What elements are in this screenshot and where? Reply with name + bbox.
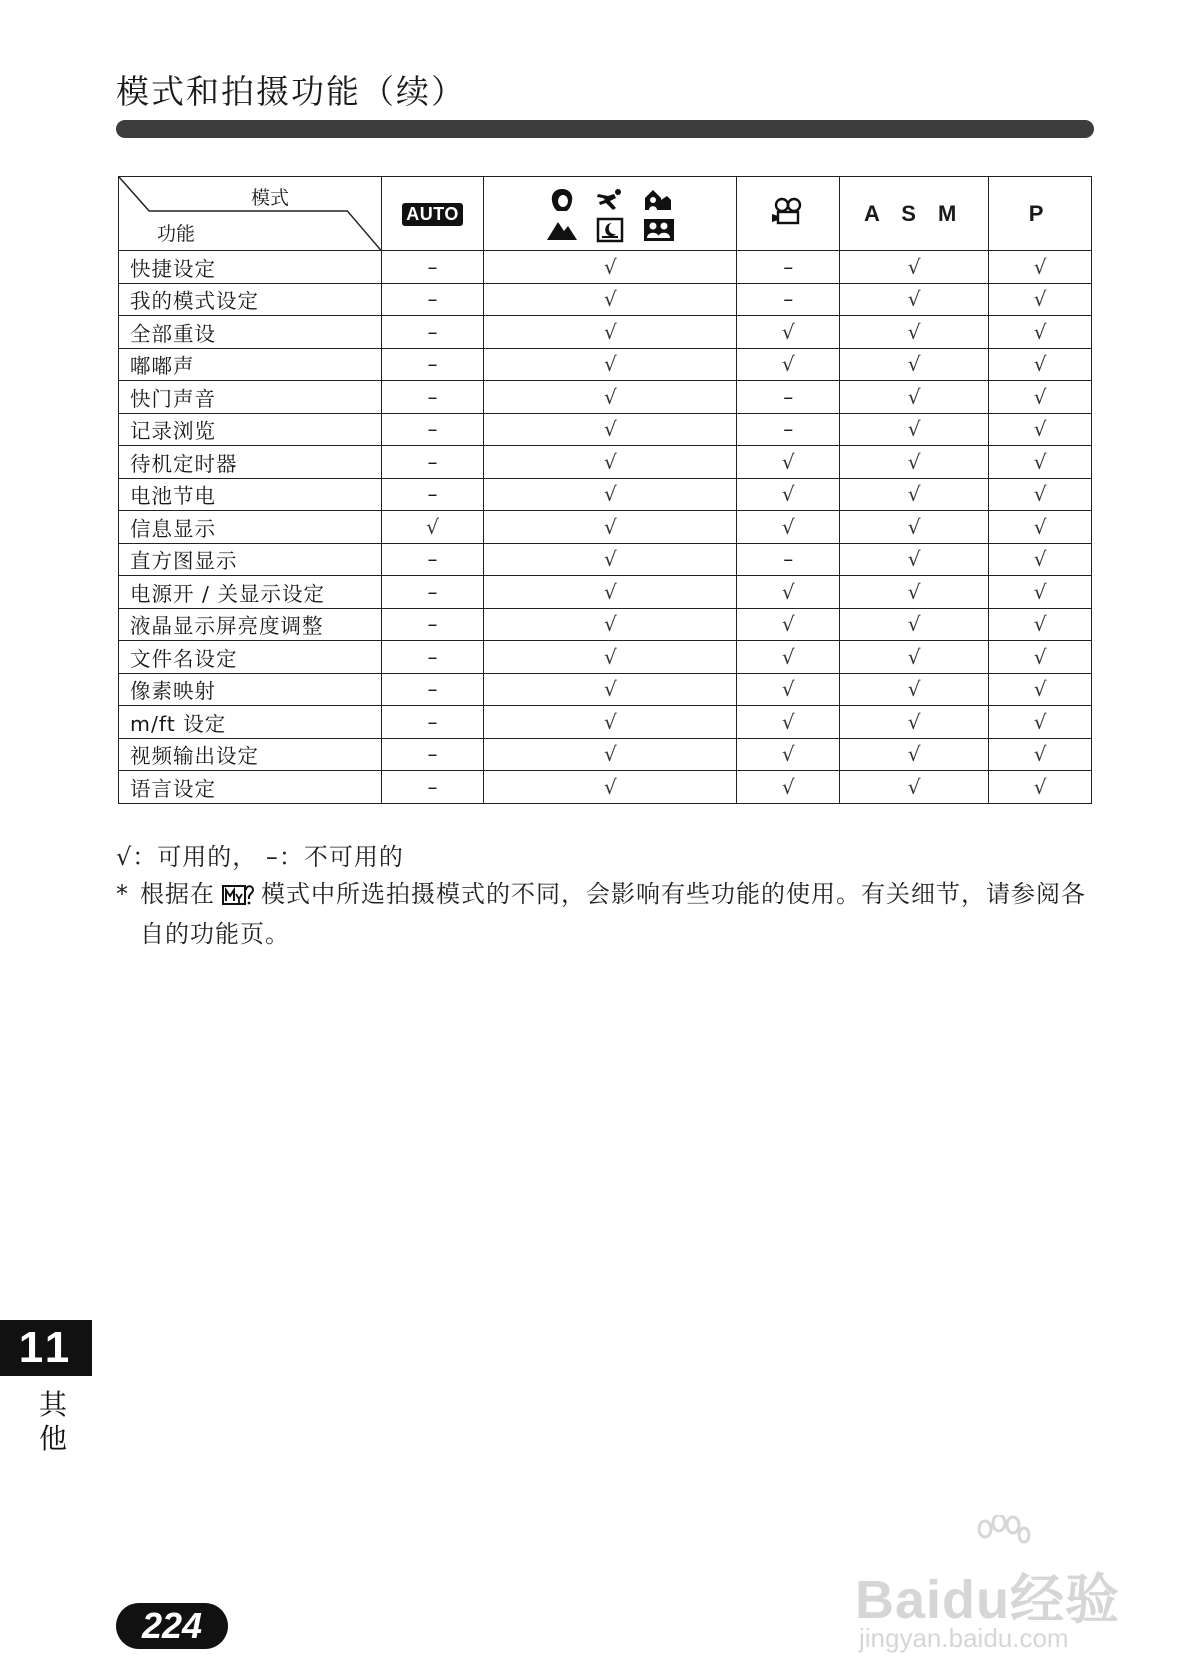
footnote-marker: * bbox=[116, 880, 129, 908]
available-mark: √ bbox=[989, 706, 1092, 739]
available-mark: √ bbox=[840, 641, 989, 674]
function-name-cell: 记录浏览 bbox=[119, 413, 382, 446]
unavailable-mark: – bbox=[381, 543, 484, 576]
available-mark: √ bbox=[840, 511, 989, 544]
unavailable-mark: – bbox=[737, 251, 840, 284]
available-mark: √ bbox=[989, 641, 1092, 674]
sports-icon bbox=[594, 188, 624, 212]
table-row bbox=[119, 478, 1092, 511]
function-name-cell: 快门声音 bbox=[119, 381, 382, 414]
available-mark: √ bbox=[840, 316, 989, 349]
unavailable-mark: – bbox=[381, 673, 484, 706]
function-name-cell: 嘟嘟声 bbox=[119, 348, 382, 381]
legend: √：可用的， –：不可用的 bbox=[116, 843, 404, 871]
table-row bbox=[119, 381, 1092, 414]
watermark-main-text: Baidu经验 bbox=[855, 1570, 1121, 1630]
header-mode-function-cell bbox=[119, 177, 382, 251]
unavailable-mark: – bbox=[381, 641, 484, 674]
available-mark: √ bbox=[840, 446, 989, 479]
available-mark: √ bbox=[484, 511, 737, 544]
unavailable-mark: – bbox=[737, 543, 840, 576]
available-mark: √ bbox=[737, 673, 840, 706]
table-body bbox=[119, 251, 1092, 804]
header-col-p bbox=[989, 177, 1092, 251]
chapter-label: 其他 bbox=[38, 1388, 67, 1455]
table-row bbox=[119, 511, 1092, 544]
unavailable-mark: – bbox=[381, 738, 484, 771]
available-mark: √ bbox=[737, 446, 840, 479]
available-mark: √ bbox=[840, 413, 989, 446]
available-mark: √ bbox=[840, 706, 989, 739]
available-mark: √ bbox=[484, 316, 737, 349]
chapter-number-tab: 11 bbox=[0, 1320, 92, 1376]
unavailable-mark: – bbox=[381, 608, 484, 641]
available-mark: √ bbox=[989, 316, 1092, 349]
available-mark: √ bbox=[989, 381, 1092, 414]
available-mark: √ bbox=[484, 576, 737, 609]
available-mark: √ bbox=[484, 673, 737, 706]
function-name-cell: 全部重设 bbox=[119, 316, 382, 349]
available-mark: √ bbox=[840, 771, 989, 804]
unavailable-mark: – bbox=[737, 381, 840, 414]
footnote-text-before: 根据在 bbox=[140, 880, 215, 908]
title-divider-bar bbox=[116, 120, 1094, 138]
available-mark: √ bbox=[484, 543, 737, 576]
available-mark: √ bbox=[737, 316, 840, 349]
available-mark: √ bbox=[737, 771, 840, 804]
table-row bbox=[119, 706, 1092, 739]
available-mark: √ bbox=[484, 413, 737, 446]
available-mark: √ bbox=[840, 478, 989, 511]
available-mark: √ bbox=[484, 608, 737, 641]
available-mark: √ bbox=[840, 576, 989, 609]
asm-mode-label: A S M bbox=[864, 200, 965, 226]
unavailable-mark: – bbox=[381, 316, 484, 349]
available-mark: √ bbox=[484, 283, 737, 316]
unavailable-mark: – bbox=[381, 413, 484, 446]
available-mark: √ bbox=[737, 738, 840, 771]
function-name-cell: 快捷设定 bbox=[119, 251, 382, 284]
unavailable-mark: – bbox=[381, 771, 484, 804]
available-mark: √ bbox=[484, 738, 737, 771]
available-mark: √ bbox=[989, 413, 1092, 446]
available-mark: √ bbox=[989, 738, 1092, 771]
unavailable-mark: – bbox=[381, 446, 484, 479]
available-mark: √ bbox=[989, 446, 1092, 479]
available-mark: √ bbox=[989, 543, 1092, 576]
baidu-watermark bbox=[855, 1515, 1155, 1655]
header-function-label: 功能 bbox=[157, 223, 196, 245]
table-row bbox=[119, 446, 1092, 479]
my-mode-icon bbox=[221, 882, 255, 908]
available-mark: √ bbox=[737, 478, 840, 511]
unavailable-mark: – bbox=[381, 251, 484, 284]
function-name-cell: 文件名设定 bbox=[119, 641, 382, 674]
table-row bbox=[119, 641, 1092, 674]
available-mark: √ bbox=[484, 446, 737, 479]
function-name-cell: 液晶显示屏亮度调整 bbox=[119, 608, 382, 641]
table-row bbox=[119, 543, 1092, 576]
table-row bbox=[119, 251, 1092, 284]
available-mark: √ bbox=[989, 511, 1092, 544]
header-col-movie bbox=[737, 177, 840, 251]
page-title: 模式和拍摄功能（续） bbox=[116, 72, 466, 111]
available-mark: √ bbox=[840, 283, 989, 316]
header-col-scene-modes bbox=[484, 177, 737, 251]
available-mark: √ bbox=[737, 706, 840, 739]
unavailable-mark: – bbox=[737, 283, 840, 316]
available-mark: √ bbox=[737, 641, 840, 674]
available-mark: √ bbox=[989, 673, 1092, 706]
function-name-cell: 我的模式设定 bbox=[119, 283, 382, 316]
landscape-icon bbox=[546, 218, 578, 242]
available-mark: √ bbox=[484, 348, 737, 381]
table-row bbox=[119, 283, 1092, 316]
unavailable-mark: – bbox=[381, 478, 484, 511]
unavailable-mark: – bbox=[381, 576, 484, 609]
header-mode-label: 模式 bbox=[251, 187, 290, 209]
function-availability-table bbox=[118, 176, 1092, 804]
table-row bbox=[119, 348, 1092, 381]
available-mark: √ bbox=[840, 673, 989, 706]
auto-icon: AUTO bbox=[402, 203, 463, 226]
footnote-text-after: 模式中所选拍摄模式的不同，会影响有些功能的使用。有关细节，请参阅各自的功能页。 bbox=[140, 880, 1086, 948]
function-name-cell: 电池节电 bbox=[119, 478, 382, 511]
available-mark: √ bbox=[989, 283, 1092, 316]
table-header-row bbox=[119, 177, 1092, 251]
table-row bbox=[119, 413, 1092, 446]
table-row bbox=[119, 576, 1092, 609]
table-row bbox=[119, 771, 1092, 804]
p-mode-label: P bbox=[1028, 200, 1052, 226]
available-mark: √ bbox=[840, 543, 989, 576]
available-mark: √ bbox=[484, 641, 737, 674]
group-icon bbox=[643, 217, 675, 243]
unavailable-mark: – bbox=[381, 348, 484, 381]
table-row bbox=[119, 738, 1092, 771]
header-col-auto bbox=[381, 177, 484, 251]
portrait-icon bbox=[548, 187, 576, 213]
available-mark: √ bbox=[989, 576, 1092, 609]
available-mark: √ bbox=[989, 771, 1092, 804]
unavailable-mark: – bbox=[381, 283, 484, 316]
available-mark: √ bbox=[737, 576, 840, 609]
available-mark: √ bbox=[989, 608, 1092, 641]
available-mark: √ bbox=[381, 511, 484, 544]
unavailable-mark: – bbox=[737, 413, 840, 446]
function-name-cell: 像素映射 bbox=[119, 673, 382, 706]
available-mark: √ bbox=[737, 511, 840, 544]
header-col-asm bbox=[840, 177, 989, 251]
function-name-cell: 视频输出设定 bbox=[119, 738, 382, 771]
unavailable-mark: – bbox=[381, 706, 484, 739]
available-mark: √ bbox=[989, 348, 1092, 381]
available-mark: √ bbox=[840, 251, 989, 284]
function-name-cell: 语言设定 bbox=[119, 771, 382, 804]
watermark-url: jingyan.baidu.com bbox=[859, 1623, 1069, 1653]
footnote bbox=[116, 874, 1096, 954]
page-number: 224 bbox=[116, 1603, 228, 1649]
table-row bbox=[119, 673, 1092, 706]
table-row bbox=[119, 316, 1092, 349]
available-mark: √ bbox=[840, 381, 989, 414]
available-mark: √ bbox=[484, 381, 737, 414]
function-name-cell: 信息显示 bbox=[119, 511, 382, 544]
available-mark: √ bbox=[484, 706, 737, 739]
function-name-cell: 待机定时器 bbox=[119, 446, 382, 479]
baidu-paw-icon bbox=[973, 1515, 1033, 1563]
available-mark: √ bbox=[840, 738, 989, 771]
available-mark: √ bbox=[737, 608, 840, 641]
function-name-cell: m/ft 设定 bbox=[119, 706, 382, 739]
function-name-cell: 电源开 / 关显示设定 bbox=[119, 576, 382, 609]
available-mark: √ bbox=[840, 348, 989, 381]
movie-camera-icon bbox=[771, 197, 805, 225]
footnote-body bbox=[116, 874, 1096, 954]
available-mark: √ bbox=[989, 251, 1092, 284]
available-mark: √ bbox=[484, 251, 737, 284]
available-mark: √ bbox=[484, 478, 737, 511]
indoor-icon bbox=[643, 188, 673, 212]
available-mark: √ bbox=[737, 348, 840, 381]
available-mark: √ bbox=[484, 771, 737, 804]
unavailable-mark: – bbox=[381, 381, 484, 414]
available-mark: √ bbox=[989, 478, 1092, 511]
function-name-cell: 直方图显示 bbox=[119, 543, 382, 576]
available-mark: √ bbox=[840, 608, 989, 641]
scene-mode-icons bbox=[484, 184, 736, 244]
night-scene-icon bbox=[596, 217, 624, 243]
table-row bbox=[119, 608, 1092, 641]
